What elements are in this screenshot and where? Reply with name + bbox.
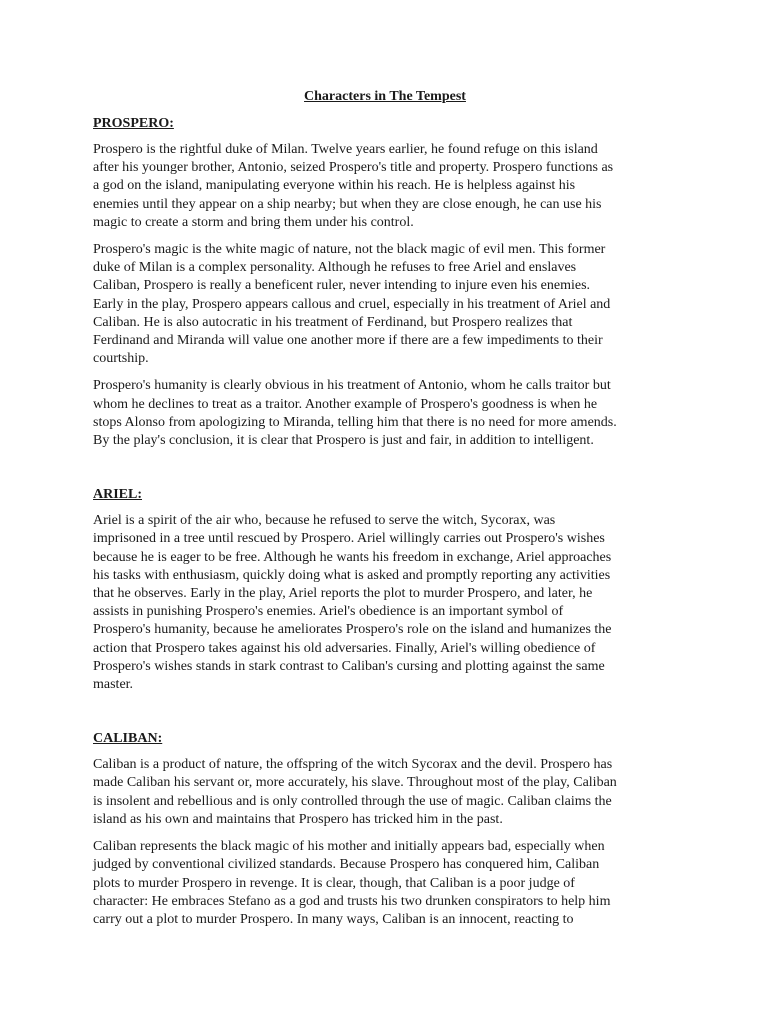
text-line: By the play's conclusion, it is clear that Prospero is just and fair, in addition to intelligent. [93,433,594,449]
paragraph [93,756,677,829]
document-content [93,88,677,938]
section-spacer [93,703,677,730]
text-line: that he observes. Early in the play, Ariel reports the plot to murder Prospero, and later, he [93,586,593,602]
paragraph [93,838,677,929]
text-line: Prospero's humanity, because he ameliorates Prospero's role on the island and humanizes the [93,622,612,638]
text-line: action that Prospero takes against his old adversaries. Finally, Ariel's willing obedience of [93,640,596,656]
paragraph [93,241,677,368]
text-line: Early in the play, Prospero appears callous and cruel, especially in his treatment of Ariel and [93,296,611,312]
text-line: plots to murder Prospero in revenge. It is clear, though, that Caliban is a poor judge of [93,875,575,891]
text-line: Prospero's humanity is clearly obvious in his treatment of Antonio, whom he calls traitor but [93,378,611,394]
text-line: Caliban represents the black magic of his mother and initially appears bad, especially when [93,839,605,855]
paragraph [93,141,677,232]
section-heading-prospero: PROSPERO: [93,116,174,131]
text-line: master. [93,677,134,693]
section-heading-ariel: ARIEL: [93,487,143,503]
text-line: courtship. [93,351,149,367]
text-line: Caliban, Prospero is really a beneficent ruler, never intending to injure even his enemies. [93,278,591,294]
text-line: enemies until they appear on a ship nearby; but when they are close enough, he can use his [93,196,602,212]
text-line: duke of Milan is a complex personality. Although he refuses to free Ariel and enslaves [93,260,577,276]
text-line: whom he declines to treat as a traitor. Another example of Prospero's goodness is when he [93,396,598,412]
document-title: Characters in The Tempest [304,89,466,104]
text-line: carry out a plot to murder Prospero. In many ways, Caliban is an innocent, reacting to [93,911,574,927]
text-line: his tasks with enthusiasm, quickly doing what is asked and promptly reporting any activities [93,567,611,583]
text-line: character: He embraces Stefano as a god and trusts his two drunken conspirators to help him [93,893,611,909]
text-line: stops Alonso from apologizing to Miranda, telling him that there is no need for more amends. [93,414,617,430]
text-line: made Caliban his servant or, more accurately, his slave. Throughout most of the play, Caliban [93,775,617,791]
paragraph [93,377,677,450]
text-line: Ariel is a spirit of the air who, because he refused to serve the witch, Sycorax, was [93,513,556,529]
text-line: a god on the island, manipulating everyone within his reach. He is helpless against his [93,178,576,194]
text-line: Ferdinand and Miranda will value one another more if there are a few impediments to their [93,333,603,349]
text-line: magic to create a storm and bring them under his control. [93,214,414,230]
text-line: imprisoned in a tree until rescued by Prospero. Ariel willingly carries out Prospero's wishes [93,531,605,547]
text-line: Prospero is the rightful duke of Milan. Twelve years earlier, he found refuge on this island [93,142,598,157]
text-line: because he is eager to be free. Although he wants his freedom in exchange, Ariel approaches [93,549,612,565]
section-heading-caliban: CALIBAN: [93,731,163,747]
text-line: Prospero's magic is the white magic of nature, not the black magic of evil men. This former [93,242,606,258]
text-line: after his younger brother, Antonio, seized Prospero's title and property. Prospero functions as [93,160,614,176]
text-line: judged by conventional civilized standards. Because Prospero has conquered him, Caliban [93,857,600,873]
text-line: island as his own and maintains that Prospero has tricked him in the past. [93,811,503,827]
paragraph [93,512,677,694]
text-line: Caliban is a product of nature, the offspring of the witch Sycorax and the devil. Prospero has [93,757,613,773]
text-line: is insolent and rebellious and is only controlled through the use of magic. Caliban claims the [93,793,612,809]
text-line: assists in punishing Prospero's enemies. Ariel's obedience is an important symbol of [93,604,564,620]
section-spacer [93,459,677,486]
text-line: Prospero's wishes stands in stark contrast to Caliban's cursing and plotting against the same [93,658,605,674]
text-line: Caliban. He is also autocratic in his treatment of Ferdinand, but Prospero realizes that [93,314,573,330]
